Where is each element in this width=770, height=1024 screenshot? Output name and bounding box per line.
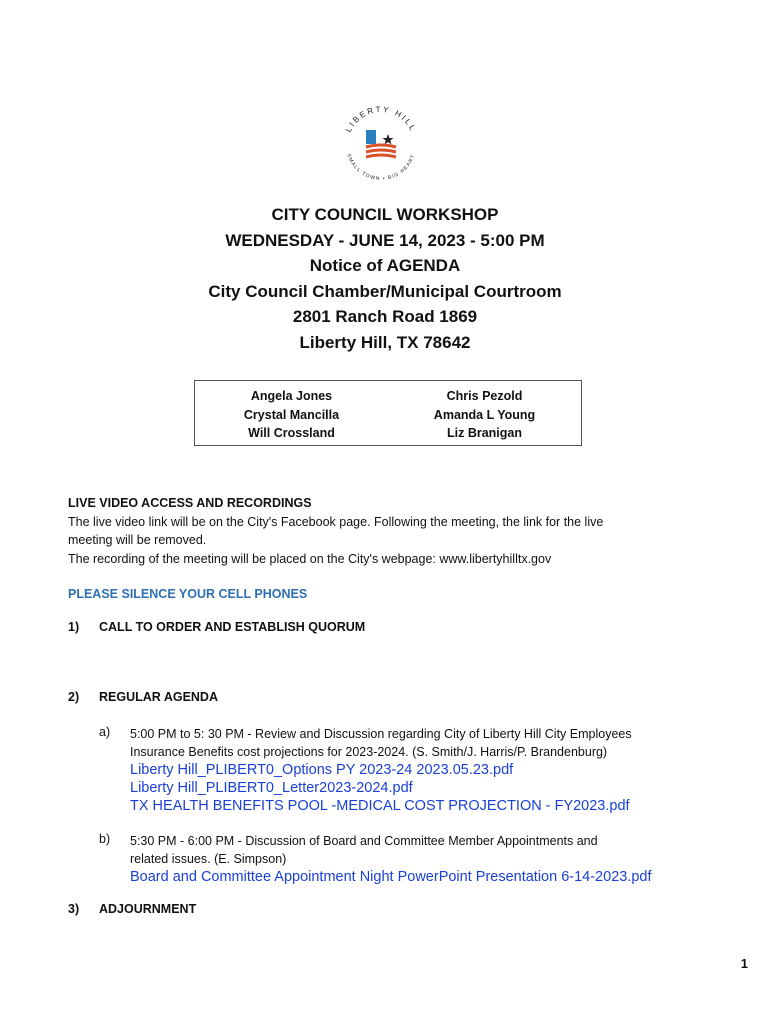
attachment-link[interactable]: Liberty Hill_PLIBERT0_Letter2023-2024.pdf	[130, 780, 413, 796]
members-right-column	[388, 381, 581, 445]
item-title: REGULAR AGENDA	[99, 690, 218, 704]
svg-text:LIBERTY HILL: LIBERTY HILL	[343, 104, 419, 134]
attachment-link[interactable]: Board and Committee Appointment Night PowerPoint Presentation 6-14-2023.pdf	[130, 869, 652, 885]
header-line-4: City Council Chamber/Municipal Courtroom	[208, 281, 562, 301]
live-video-heading: LIVE VIDEO ACCESS AND RECORDINGS	[68, 496, 312, 510]
council-members-box	[194, 380, 582, 446]
subitem-letter: b)	[99, 832, 111, 846]
item-title: ADJOURNMENT	[99, 902, 197, 916]
page-number: 1	[740, 956, 748, 971]
member-name: Crystal Mancilla	[243, 407, 340, 422]
attachment-link[interactable]: Liberty Hill_PLIBERT0_Options PY 2023-24 2023.05.23.pdf	[130, 762, 514, 778]
member-name: Amanda L Young	[433, 407, 536, 422]
item-number: 2)	[68, 690, 80, 704]
header-line-6: Liberty Hill, TX 78642	[299, 332, 471, 352]
live-video-text: The recording of the meeting will be placed on the City's webpage: www.libertyhilltx.gov	[68, 551, 552, 566]
subitem-text: Insurance Benefits cost projections for 2023-2024. (S. Smith/J. Harris/P. Brandenburg)	[130, 745, 608, 759]
header-line-2: WEDNESDAY - JUNE 14, 2023 - 5:00 PM	[225, 230, 545, 250]
subitem-text: related issues. (E. Simpson)	[130, 852, 287, 866]
subitem-text: 5:00 PM to 5: 30 PM - Review and Discussion regarding City of Liberty Hill City Employees	[130, 727, 632, 741]
attachment-link[interactable]: TX HEALTH BENEFITS POOL -MEDICAL COST PROJECTION - FY2023.pdf	[130, 798, 630, 814]
header-line-1: CITY COUNCIL WORKSHOP	[271, 205, 499, 224]
silence-phones-notice: PLEASE SILENCE YOUR CELL PHONES	[68, 587, 308, 601]
header-line-5: 2801 Ranch Road 1869	[292, 307, 478, 327]
subitem-a	[130, 725, 730, 815]
subitem-b	[130, 832, 730, 886]
live-video-section	[68, 494, 603, 568]
member-name: Chris Pezold	[446, 389, 523, 403]
member-name: Liz Branigan	[446, 426, 522, 440]
member-name: Will Crossland	[248, 426, 335, 440]
member-name: Angela Jones	[250, 389, 333, 403]
live-video-text: The live video link will be on the City's Facebook page. Following the meeting, the link for the live	[68, 514, 604, 529]
agenda-header	[0, 202, 770, 356]
live-video-text: meeting will be removed.	[68, 533, 207, 547]
item-number: 3)	[68, 902, 80, 916]
svg-text:SMALL TOWN • BIG HEART: SMALL TOWN • BIG HEART	[345, 153, 417, 183]
members-left-column	[195, 381, 388, 445]
subitem-text: 5:30 PM - 6:00 PM - Discussion of Board and Committee Member Appointments and	[130, 834, 598, 848]
header-line-3: Notice of AGENDA	[309, 256, 461, 276]
liberty-hill-logo	[336, 100, 426, 190]
item-title: CALL TO ORDER AND ESTABLISH QUORUM	[99, 620, 366, 634]
item-number: 1)	[68, 620, 80, 634]
subitem-letter: a)	[99, 725, 111, 739]
